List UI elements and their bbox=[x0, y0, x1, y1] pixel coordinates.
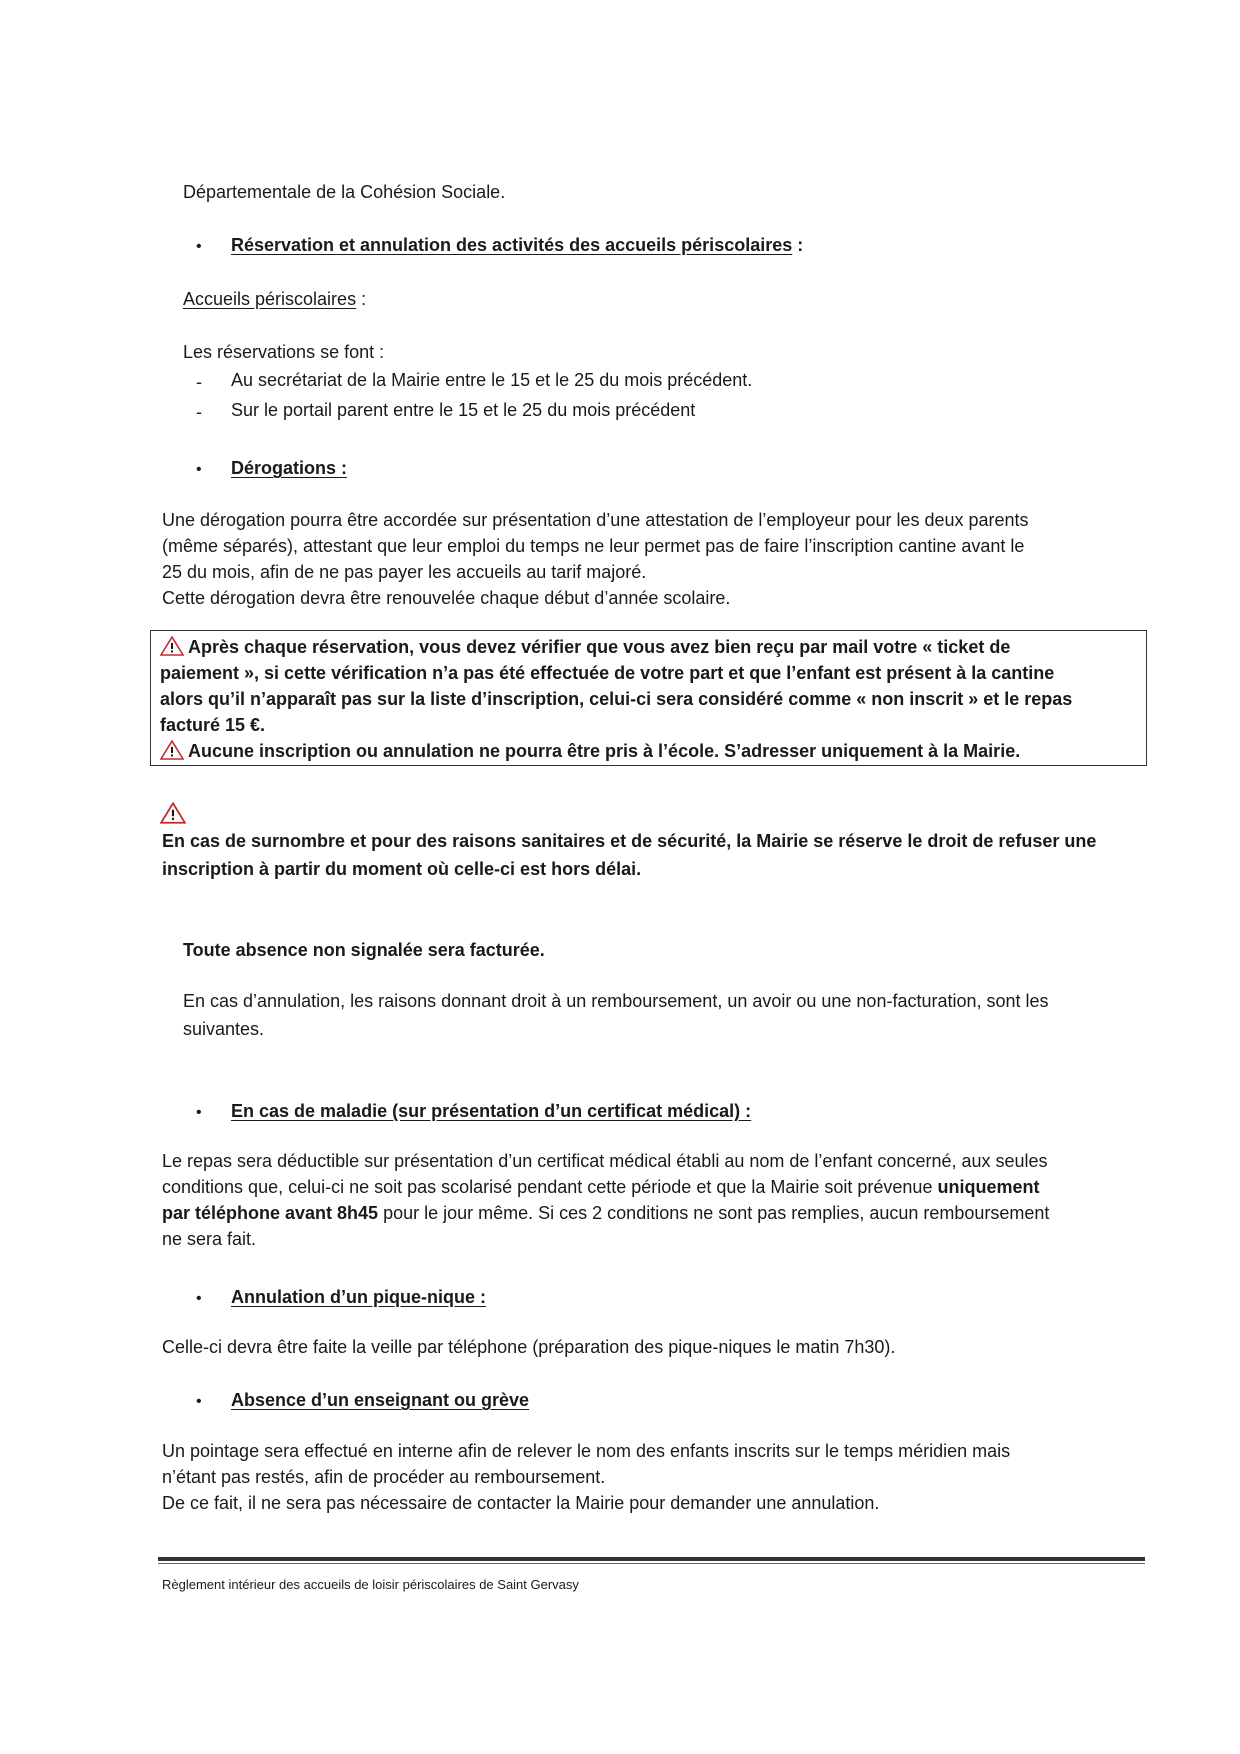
sub-heading-accueils bbox=[183, 288, 366, 310]
warning-line bbox=[160, 636, 1010, 658]
dash: - bbox=[196, 402, 202, 422]
warning-text: Aucune inscription ou annulation ne pourra être pris à l’école. S’adresser uniquement à la Mairie. bbox=[188, 741, 1021, 761]
warning-line: alors qu’il n’apparaît pas sur la liste d’inscription, celui-ci sera considéré comme « non inscrit » et le repas bbox=[160, 689, 1073, 709]
warning-text: Après chaque réservation, vous devez vérifier que vous avez bien reçu par mail votre « ticket de bbox=[188, 637, 1011, 657]
section-heading-derogations: Dérogations : bbox=[231, 458, 348, 478]
maladie-emphasis: par téléphone avant 8h45 bbox=[162, 1203, 379, 1223]
maladie-emphasis: uniquement bbox=[937, 1177, 1040, 1197]
section-heading-piquenique: Annulation d’un pique-nique : bbox=[231, 1287, 486, 1307]
maladie-text: conditions que, celui-ci ne soit pas scolarisé pendant cette période et que la Mairie soit prévenue bbox=[162, 1177, 938, 1197]
dash: - bbox=[196, 372, 202, 392]
warning-line: paiement », si cette vérification n’a pas été effectuée de votre part et que l’enfant est présent à la cantine bbox=[160, 663, 1055, 683]
bullet: • bbox=[196, 1290, 202, 1307]
warning-icon bbox=[160, 740, 184, 760]
absence-line: De ce fait, il ne sera pas nécessaire de contacter la Mairie pour demander une annulation. bbox=[162, 1493, 880, 1513]
absence-line: Un pointage sera effectué en interne afin de relever le nom des enfants inscrits sur le temps méridien mais bbox=[162, 1441, 1011, 1461]
reservation-item: Sur le portail parent entre le 15 et le 25 du mois précédent bbox=[231, 400, 696, 420]
bullet: • bbox=[196, 238, 202, 255]
absence-notice: Toute absence non signalée sera facturée. bbox=[183, 940, 545, 960]
warning-icon bbox=[160, 802, 186, 824]
sub-heading-text: Accueils périscolaires bbox=[183, 289, 357, 309]
sub-heading-suffix: : bbox=[356, 289, 367, 309]
maladie-line: ne sera fait. bbox=[162, 1229, 257, 1249]
bullet: • bbox=[196, 1393, 202, 1410]
footer-text: Règlement intérieur des accueils de loisir périscolaires de Saint Gervasy bbox=[162, 1577, 579, 1592]
maladie-line bbox=[162, 1176, 1039, 1198]
maladie-line bbox=[162, 1202, 1049, 1224]
heading-suffix: : bbox=[792, 235, 804, 255]
derogation-line: Cette dérogation devra être renouvelée chaque début d’année scolaire. bbox=[162, 588, 731, 608]
bullet: • bbox=[196, 461, 202, 478]
bullet: • bbox=[196, 1104, 202, 1121]
heading-text: Réservation et annulation des activités des accueils périscolaires bbox=[231, 235, 793, 255]
section-heading-maladie: En cas de maladie (sur présentation d’un certificat médical) : bbox=[231, 1101, 752, 1121]
footer-rule-thin bbox=[158, 1563, 1145, 1564]
warning-icon bbox=[160, 636, 184, 656]
derogation-line: (même séparés), attestant que leur emploi du temps ne leur permet pas de faire l’inscription cantine avant le bbox=[162, 536, 1025, 556]
derogation-line: Une dérogation pourra être accordée sur présentation d’une attestation de l’employeur pour les deux parents bbox=[162, 510, 1029, 530]
annulation-line: suivantes. bbox=[183, 1019, 265, 1039]
intro-line: Départementale de la Cohésion Sociale. bbox=[183, 182, 506, 202]
section-heading-reservation bbox=[231, 234, 803, 256]
piquenique-text: Celle-ci devra être faite la veille par téléphone (préparation des pique-niques le matin 7h30). bbox=[162, 1337, 896, 1357]
warning-line: facturé 15 €. bbox=[160, 715, 266, 735]
surnombre-line: En cas de surnombre et pour des raisons sanitaires et de sécurité, la Mairie se réserve le droit de refuser une bbox=[162, 831, 1097, 851]
reservation-item: Au secrétariat de la Mairie entre le 15 et le 25 du mois précédent. bbox=[231, 370, 753, 390]
maladie-line: Le repas sera déductible sur présentation d’un certificat médical établi au nom de l’enfant concerné, aux seules bbox=[162, 1151, 1048, 1171]
warning-line bbox=[160, 740, 1020, 762]
derogation-line: 25 du mois, afin de ne pas payer les accueils au tarif majoré. bbox=[162, 562, 647, 582]
surnombre-line: inscription à partir du moment où celle-ci est hors délai. bbox=[162, 859, 642, 879]
reservation-lead: Les réservations se font : bbox=[183, 342, 385, 362]
maladie-text: pour le jour même. Si ces 2 conditions ne sont pas remplies, aucun remboursement bbox=[378, 1203, 1050, 1223]
annulation-line: En cas d’annulation, les raisons donnant droit à un remboursement, un avoir ou une non-facturation, sont les bbox=[183, 991, 1049, 1011]
section-heading-absence: Absence d’un enseignant ou grève bbox=[231, 1390, 530, 1410]
absence-line: n’étant pas restés, afin de procéder au remboursement. bbox=[162, 1467, 606, 1487]
footer-rule bbox=[158, 1557, 1145, 1561]
